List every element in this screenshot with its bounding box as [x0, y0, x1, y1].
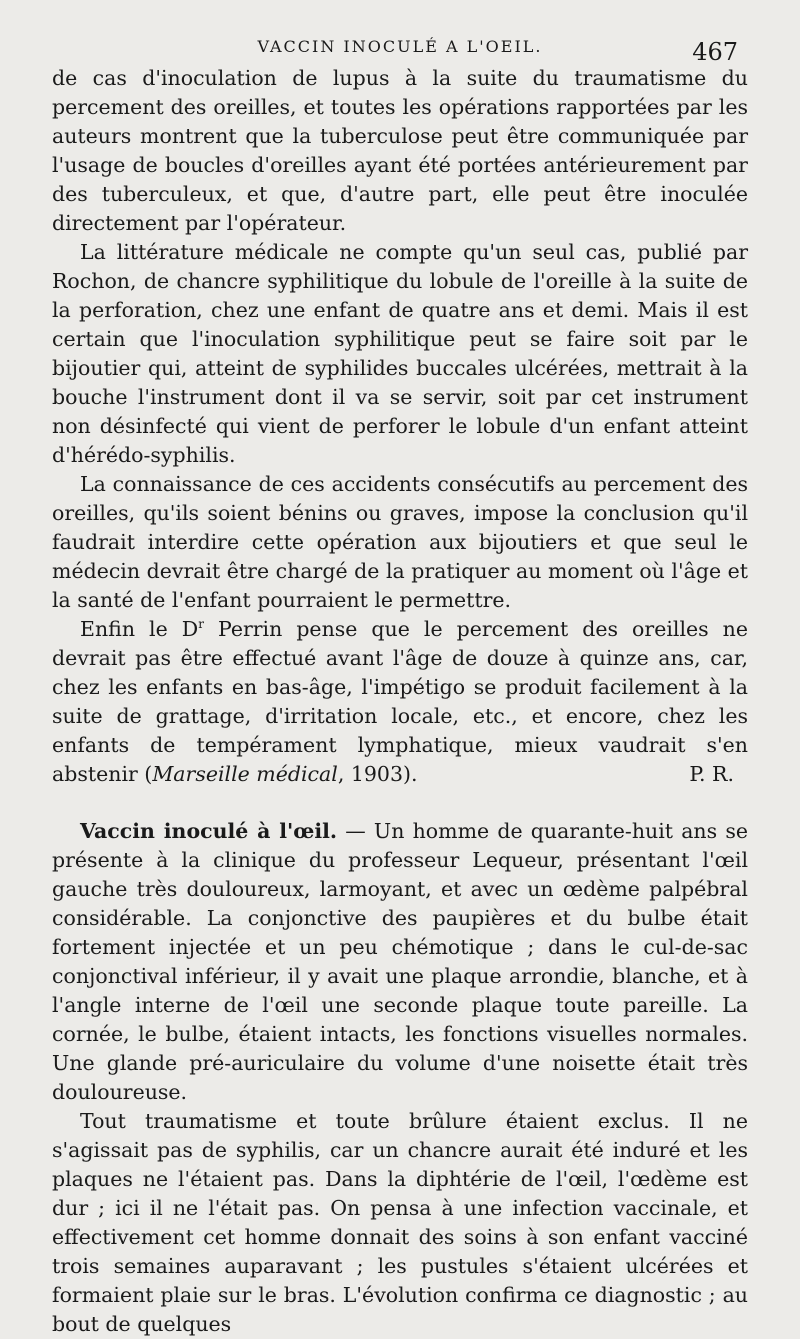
perrin-lead: Enfin le D	[80, 617, 199, 641]
paragraph-conclusion: La connaissance de ces accidents consécutifs au percement des oreilles, qu'ils soient bénins ou graves, impose la conclusion qu'il faudrait interdire cette opération aux bijoutiers et que seul le médecin devrait être chargé de la pratiquer au moment où l'âge et la santé de l'enfant pourraient le permettre.	[52, 472, 748, 612]
running-title: VACCIN INOCULÉ A L'OEIL.	[257, 37, 543, 56]
paragraph-diagnosis: Tout traumatisme et toute brûlure étaient exclus. Il ne s'agissait pas de syphilis, car un chancre aurait été induré et les plaques ne l'étaient pas. Dans la diphtérie de l'œil, l'œdème est dur ; ici il ne l'était pas. On pensa à une infection vaccinale, et effectivement cet homme donnait des soins à son enfant vacciné trois semaines auparavant ; les pustules s'étaient ulcérées et formaient plaie sur le bras. L'évolution confirma ce diagnostic ; au bout de quelques	[52, 1109, 748, 1336]
paragraph-syphilis-literature: La littérature médicale ne compte qu'un seul cas, publié par Rochon, de chancre syphilitique du lobule de l'oreille à la suite de la perforation, chez une enfant de quatre ans et demi. Mais il est certain que l'inoculation syphilitique peut se faire soit par le bijoutier qui, atteint de syphilides buccales ulcérées, mettrait à la bouche l'instrument dont il va se servir, soit par cet instrument non désinfecté qui vient de perforer le lobule d'un enfant atteint d'hérédo-syphilis.	[52, 240, 748, 467]
page-number: 467	[692, 38, 738, 66]
running-head	[52, 30, 748, 64]
section-title: Vaccin inoculé à l'œil.	[80, 819, 338, 843]
paragraph-perrin	[52, 615, 748, 789]
source-journal: Marseille médical	[152, 762, 338, 786]
author-signature: P. R.	[689, 762, 734, 786]
section-gap	[52, 789, 748, 817]
paragraph-vaccin-case	[52, 817, 748, 1107]
section-text: — Un homme de quarante-huit ans se présente à la clinique du professeur Lequeur, présentant l'œil gauche très douloureux, larmoyant, et avec un œdème palpébral considérable. La conjonctive des paupières et du bulbe était fortement injectée et un peu chémotique ; dans le cul-de-sac conjonctival inférieur, il y avait une plaque arrondie, blanche, et à l'angle interne de l'œil une seconde plaque toute pareille. La cornée, le bulbe, étaient intacts, les fonctions visuelles normales. Une glande pré-auriculaire du volume d'une noisette était très douloureuse.	[52, 819, 748, 1104]
doctor-superscript: r	[198, 617, 204, 632]
paragraph-lupus-inoculation: de cas d'inoculation de lupus à la suite du traumatisme du percement des oreilles, et toutes les opérations rapportées par les auteurs montrent que la tuberculose peut être communiquée par l'usage de boucles d'oreilles ayant été portées antérieurement par des tuberculeux, et que, d'autre part, elle peut être inoculée directement par l'opérateur.	[52, 66, 748, 235]
perrin-text: Perrin pense que le percement des oreilles ne devrait pas être effectué avant l'âge de douze à quinze ans, car, chez les enfants en bas-âge, l'impétigo se produit facilement à la suite de grattage, d'irritation locale, etc., et encore, chez les enfants de tempérament lymphatique, mieux vaudrait s'en abstenir (	[52, 617, 748, 786]
body-text	[52, 64, 748, 1339]
source-year: , 1903).	[337, 762, 418, 786]
